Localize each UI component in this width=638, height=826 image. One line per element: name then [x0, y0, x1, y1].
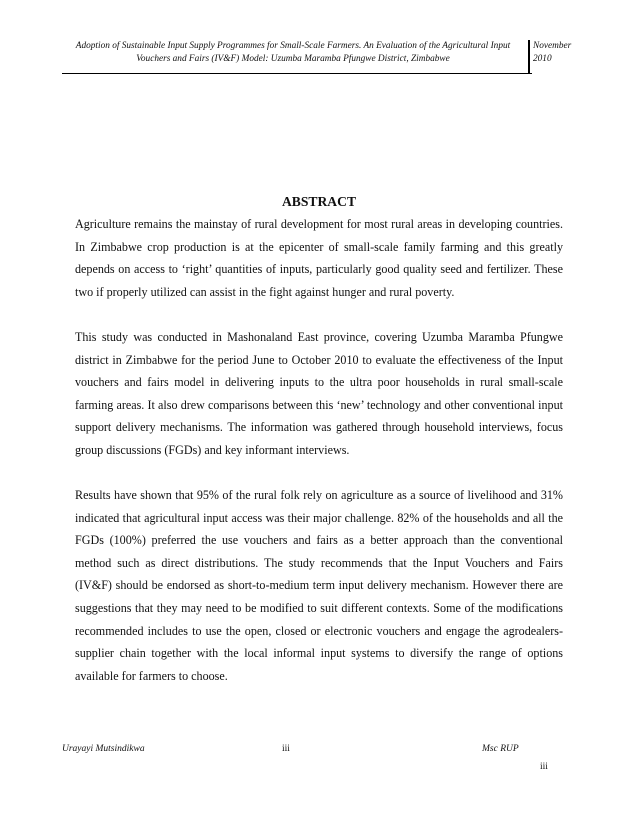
- running-footer: [62, 744, 576, 760]
- footer-page-number: iii: [282, 744, 290, 754]
- abstract-paragraph-2: This study was conducted in Mashonaland East province, covering Uzumba Maramba Pfungwe district in Zimbabwe for the period June to October 2010 to evaluate the effectiveness of the Input vouchers and fairs model in delivering inputs to the ultra poor households in rural small-scale farming areas. It also drew comparisons between this ‘new’ technology and other conventional input support delivery mechanisms. The information was gathered through household interviews, focus group discussions (FGDs) and key informant interviews.: [75, 330, 563, 457]
- footer-degree: Msc RUP: [482, 744, 519, 754]
- header-year: 2010: [533, 54, 552, 64]
- header-divider: [528, 40, 530, 74]
- header-date: [533, 40, 577, 66]
- abstract-paragraph-3: Results have shown that 95% of the rural folk rely on agriculture as a source of livelihood and 31% indicated that agricultural input access was their major challenge. 82% of the households and all the FGDs (100%) preferred the use vouchers and fairs as a better approach than the conventional method such as direct distributions. The study recommends that the Input Vouchers and Fairs (IV&F) should be endorsed as short-to-medium term input delivery mechanism. However there are suggestions that they may need to be modified to suit different contexts. Some of the modifications recommended includes to use the open, closed or electronic vouchers and engage the agrodealers-supplier chain together with the local informal input systems to diversify the range of options available for farmers to choose.: [75, 488, 563, 683]
- header-rule: [62, 73, 532, 74]
- page-number: iii: [540, 762, 548, 772]
- header-title: [62, 40, 524, 66]
- header-title-line-1: Adoption of Sustainable Input Supply Programmes for Small-Scale Farmers. An Evaluation of the Agricultural Input: [75, 41, 511, 51]
- running-header: [62, 40, 576, 74]
- footer-author: Urayayi Mutsindikwa: [62, 744, 145, 754]
- abstract-heading: ABSTRACT: [281, 194, 357, 209]
- header-month: November: [533, 41, 572, 51]
- header-title-line-2: Vouchers and Fairs (IV&F) Model: Uzumba Maramba Pfungwe District, Zimbabwe: [136, 54, 450, 64]
- abstract-paragraph-1: Agriculture remains the mainstay of rural development for most rural areas in developing countries. In Zimbabwe crop production is at the epicenter of small-scale family farming and this greatly depends on access to ‘right’ quantities of inputs, particularly good quality seed and fertilizer. These two if properly utilized can assist in the fight against hunger and rural poverty.: [75, 217, 563, 299]
